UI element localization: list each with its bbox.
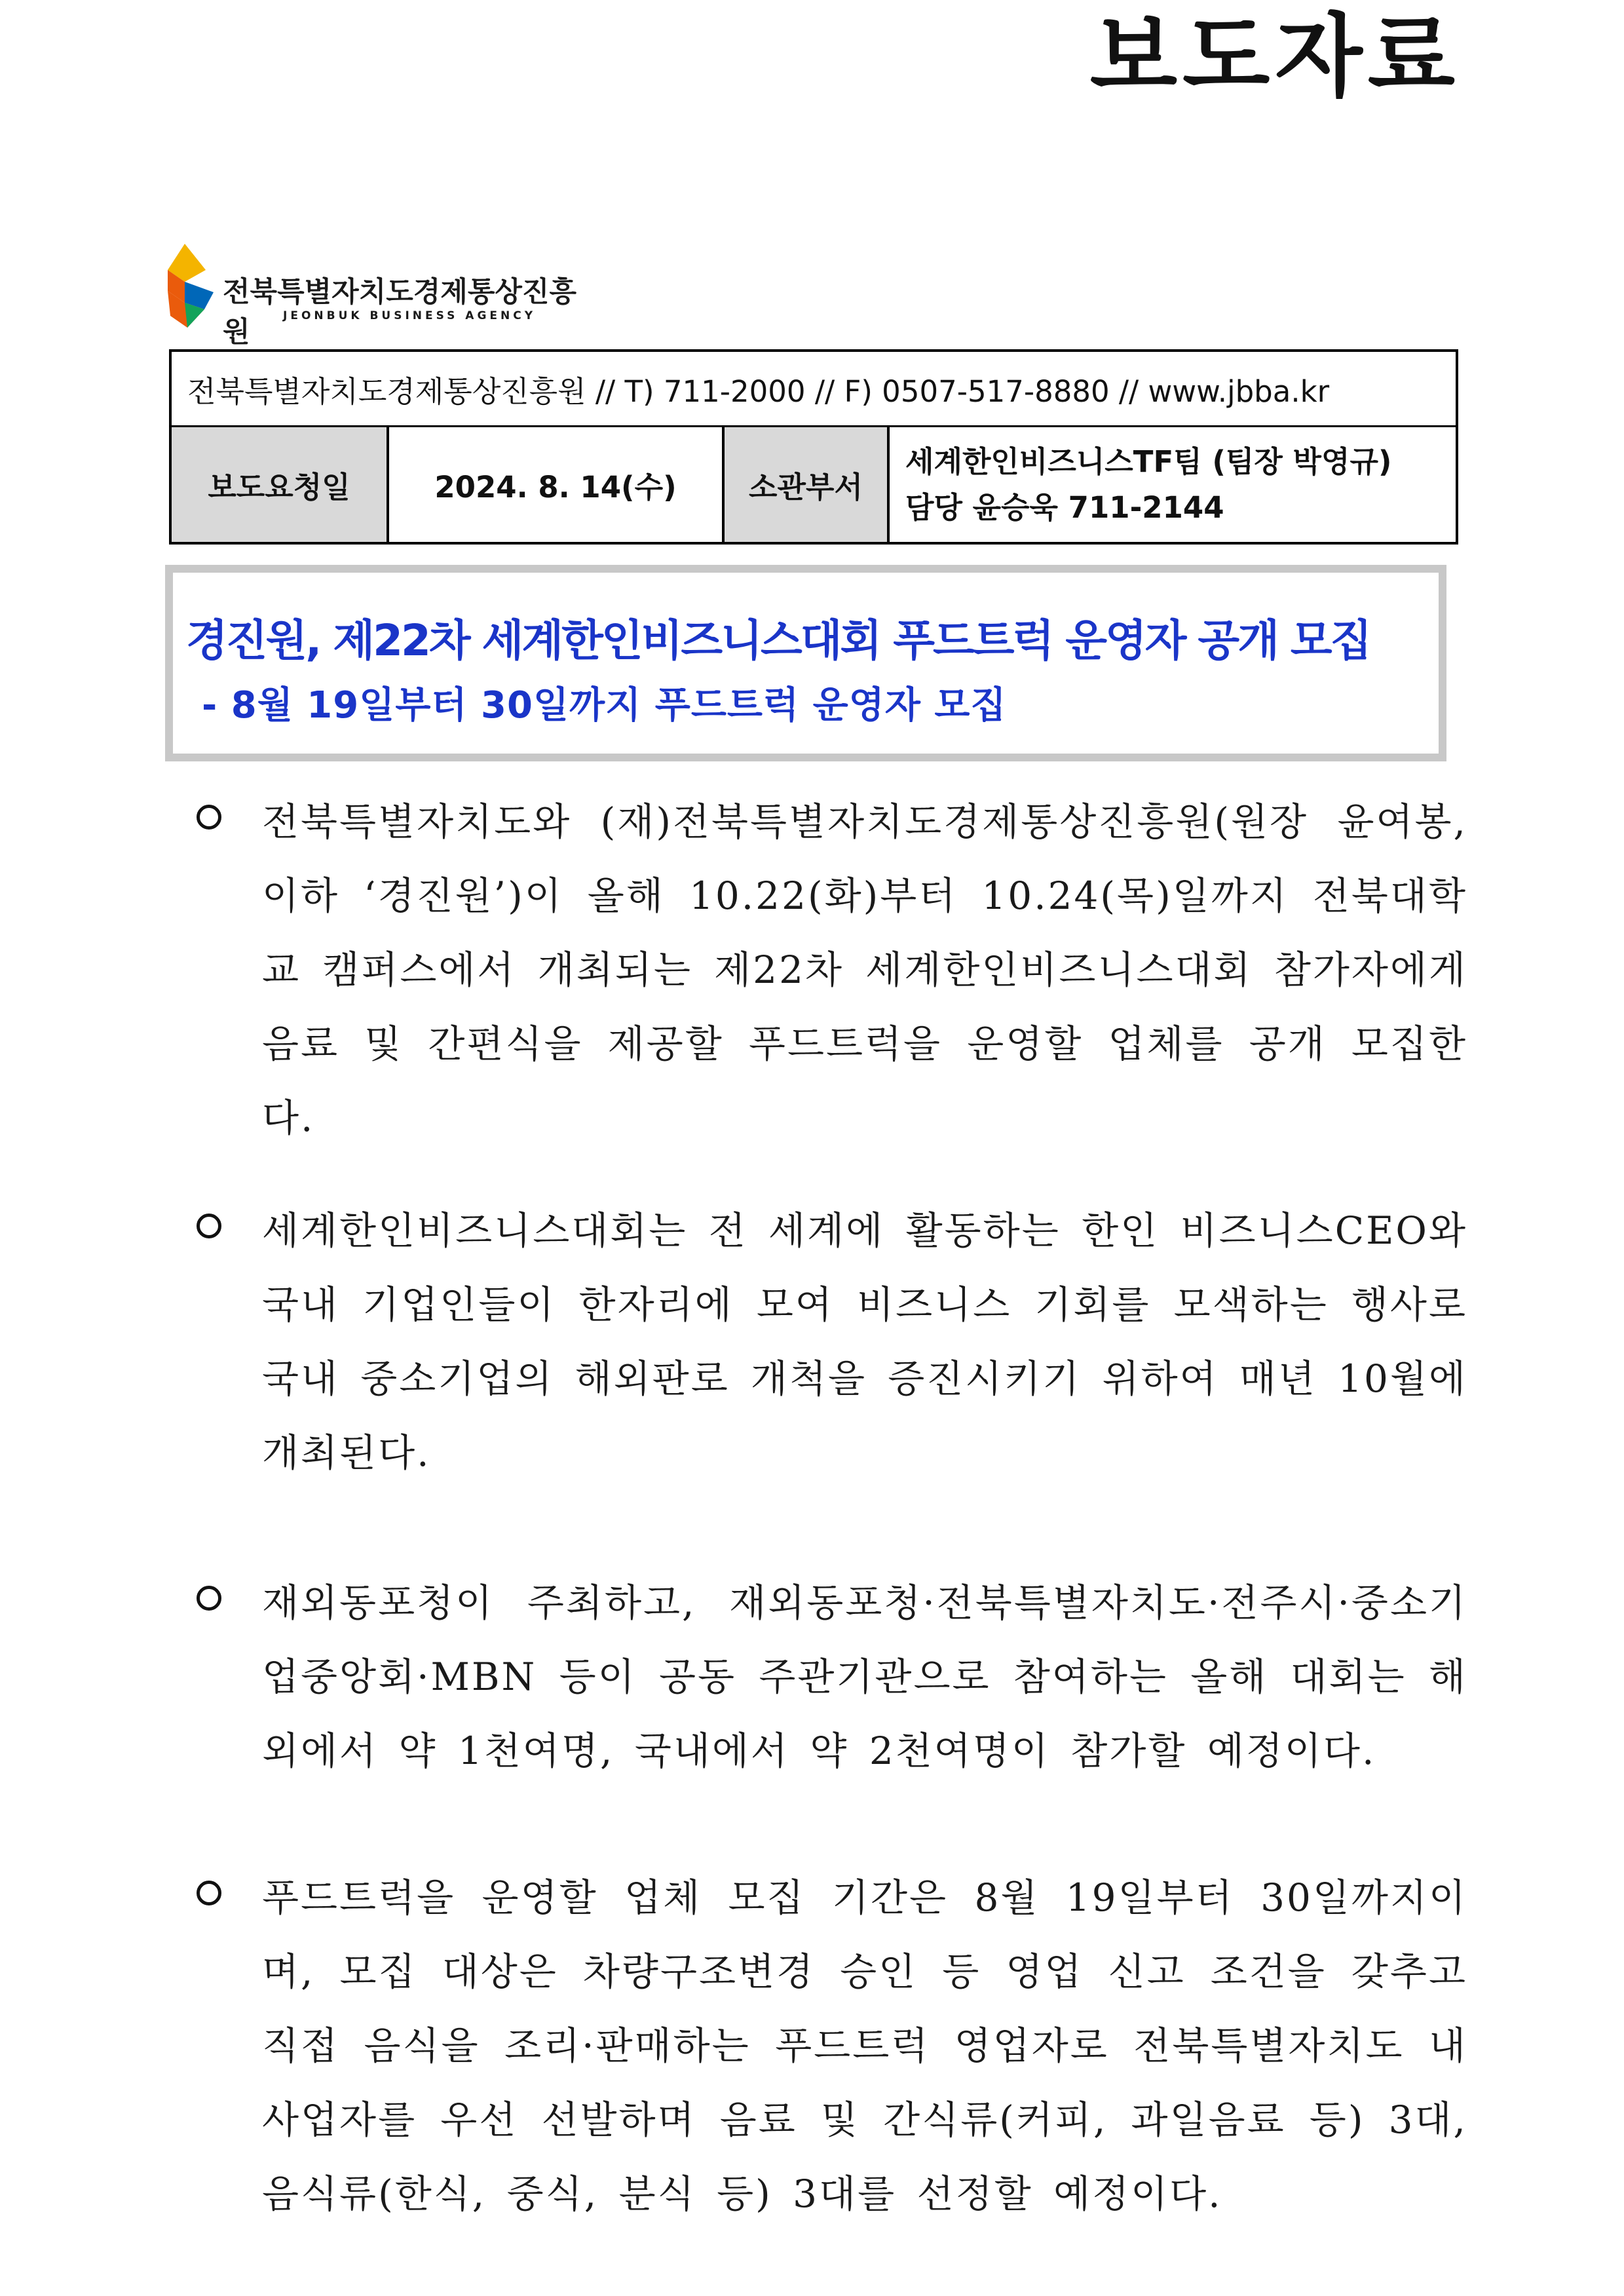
agency-english-name: JEONBUK BUSINESS AGENCY xyxy=(283,309,537,322)
agency-name: 전북특별자치도경제통상진흥원 xyxy=(223,276,576,349)
press-info-table xyxy=(169,349,1458,545)
circle-bullet-icon xyxy=(197,1586,221,1611)
body-paragraph xyxy=(197,1861,1467,2231)
meta-row xyxy=(170,427,1457,544)
contact-row xyxy=(170,351,1457,427)
paragraph-text: 푸드트럭을 운영할 업체 모집 기간은 8월 19일부터 30일까지이며, 모집 대상은 차량구조변경 승인 등 영업 신고 조건을 갖추고 직접 음식을 조리·판매하는 푸드트럭 영업자로 전북특별자치도 내 사업자를 우선 선발하며 음료 및 간식류(커피, 과일음료 등) 3대, 음식류(한식, 중식, 분식 등) 3대를 선정할 예정이다. xyxy=(262,1875,1467,2216)
body-paragraph xyxy=(197,1566,1467,1788)
body-paragraph xyxy=(197,1194,1467,1490)
contact-info: 전북특별자치도경제통상진흥원 // T) 711-2000 // F) 0507-517-8880 // www.jbba.kr xyxy=(170,351,1457,427)
document-title: 보도자료 xyxy=(1089,4,1460,109)
headline-box xyxy=(165,565,1446,761)
agency-logo-mark-icon xyxy=(165,244,217,329)
paragraph-text: 세계한인비즈니스대회는 전 세계에 활동하는 한인 비즈니스CEO와 국내 기업인들이 한자리에 모여 비즈니스 기회를 모색하는 행사로 국내 중소기업의 해외판로 개척을 증진시키기 위하여 매년 10월에 개최된다. xyxy=(262,1208,1467,1475)
agency-logo xyxy=(165,244,584,349)
headline-subtitle: - 8월 19일부터 30일까지 푸드트럭 운영자 모집 xyxy=(202,684,1007,727)
department-name: 세계한인비즈니스TF팀 (팀장 박영규) xyxy=(905,444,1392,479)
department-label: 소관부서 xyxy=(723,427,888,544)
request-date-label: 보도요청일 xyxy=(170,427,388,544)
body-paragraph xyxy=(197,785,1467,1155)
paragraph-text: 전북특별자치도와 (재)전북특별자치도경제통상진흥원(원장 윤여봉, 이하 ‘경진원’)이 올해 10.22(화)부터 10.24(목)일까지 전북대학교 캠퍼스에서 개최되는 제22차 세계한인비즈니스대회 참가자에게 음료 및 간편식을 제공할 푸드트럭을 운영할 업체를 공개 모집한다. xyxy=(262,799,1467,1140)
paragraph-text: 재외동포청이 주최하고, 재외동포청·전북특별자치도·전주시·중소기업중앙회·MBN 등이 공동 주관기관으로 참여하는 올해 대회는 해외에서 약 1천여명, 국내에서 약 2천여명이 참가할 예정이다. xyxy=(262,1580,1467,1773)
circle-bullet-icon xyxy=(197,805,221,830)
circle-bullet-icon xyxy=(197,1214,221,1238)
contact-person: 담당 윤승욱 711-2144 xyxy=(905,489,1224,525)
circle-bullet-icon xyxy=(197,1881,221,1905)
headline-title: 경진원, 제22차 세계한인비즈니스대회 푸드트럭 운영자 공개 모집 xyxy=(186,615,1370,666)
department-cell xyxy=(888,427,1457,544)
request-date: 2024. 8. 14(수) xyxy=(388,427,723,544)
